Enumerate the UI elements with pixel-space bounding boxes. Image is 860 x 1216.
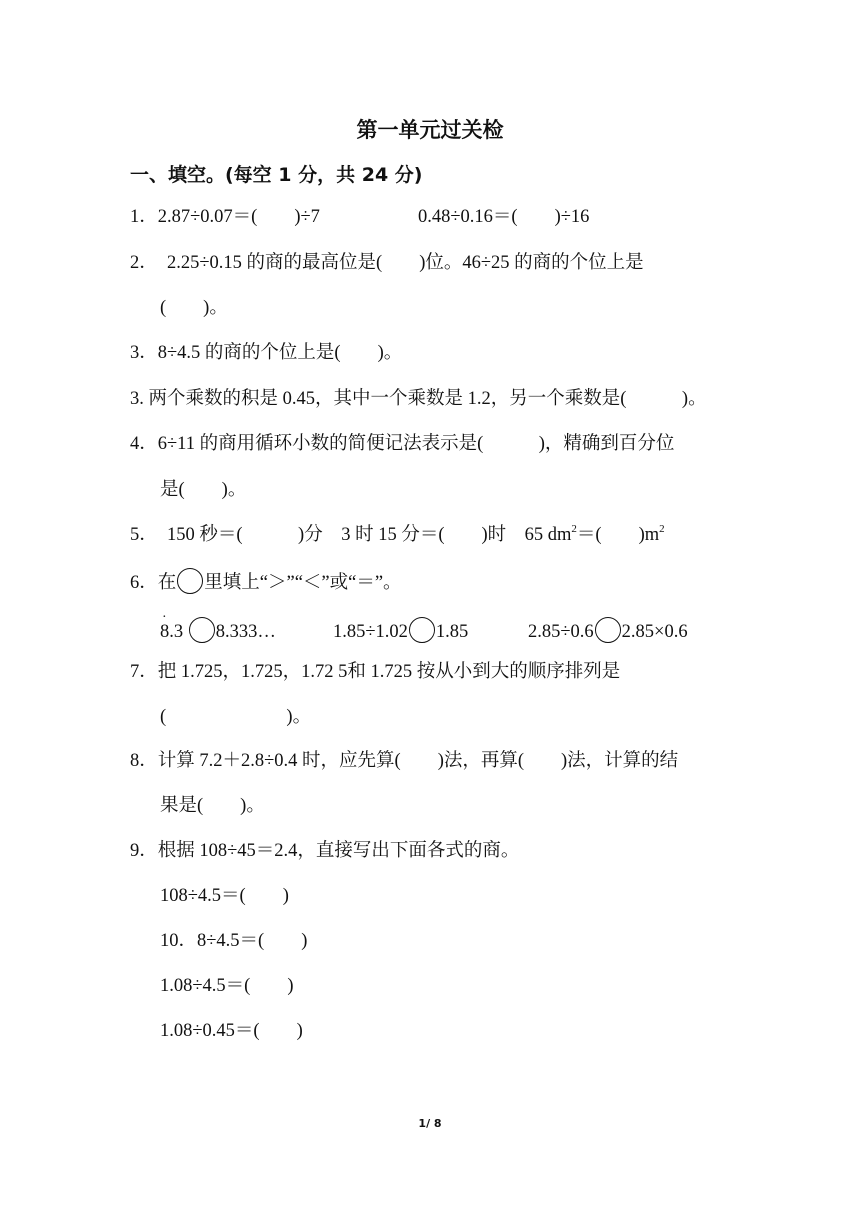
compare-right-3: 2.85×0.6 (621, 622, 688, 642)
question-1a: 1．2.87÷0.07＝( )÷7 (130, 207, 320, 227)
answer-circle[interactable] (189, 617, 215, 643)
question-8: 8．计算 7.2＋2.8÷0.4 时，应先算( )法，再算( )法，计算的结 (130, 751, 679, 771)
answer-circle[interactable] (595, 617, 621, 643)
section-heading: 一、填空。(每空 1 分，共 24 分) (130, 164, 423, 186)
question-5-part1: 5． 150 秒＝( )分 3 时 15 分＝( )时 65 dm (130, 525, 572, 545)
repeating-decimal: · 8.3 (160, 620, 183, 644)
answer-circle[interactable] (177, 568, 203, 594)
compare-item-2 (333, 617, 468, 644)
question-6-lead: 6．在 (130, 573, 177, 593)
question-5 (130, 523, 665, 547)
question-3-alt: 3. 两个乘数的积是 0.45，其中一个乘数是 1.2，另一个乘数是( )。 (130, 389, 707, 409)
question-1b: 0.48÷0.16＝( )÷16 (418, 207, 590, 227)
question-9b: 10．8÷4.5＝( ) (160, 931, 308, 951)
question-4-cont: 是( )。 (160, 480, 247, 500)
compare-item-1 (160, 617, 276, 644)
question-9: 9．根据 108÷45＝2.4，直接写出下面各式的商。 (130, 841, 520, 861)
answer-circle[interactable] (409, 617, 435, 643)
question-3: 3．8÷4.5 的商的个位上是( )。 (130, 343, 403, 363)
question-9d: 1.08÷0.45＝( ) (160, 1021, 303, 1041)
question-8-cont: 果是( )。 (160, 796, 265, 816)
question-7: 7．把 1.725，1.725，1.72 5和 1.725 按从小到大的顺序排列是 (130, 662, 621, 682)
question-6 (130, 568, 402, 595)
compare-right-1: 8.333… (215, 622, 276, 642)
compare-left-3: 2.85÷0.6 (528, 622, 594, 642)
question-9c: 1.08÷4.5＝( ) (160, 976, 294, 996)
compare-item-3 (528, 617, 688, 644)
question-5-part2: ＝( )m (576, 525, 660, 545)
compare-right-2: 1.85 (435, 622, 469, 642)
question-6-rest: 里填上“＞”“＜”或“＝”。 (204, 573, 402, 593)
superscript-2: 2 (659, 523, 665, 535)
compare-left-2: 1.85÷1.02 (333, 622, 408, 642)
question-2: 2． 2.25÷0.15 的商的最高位是( )位。46÷25 的商的个位上是 (130, 253, 644, 273)
page-title: 第一单元过关检 (356, 118, 504, 142)
question-4: 4．6÷11 的商用循环小数的简便记法表示是( )，精确到百分位 (130, 434, 675, 454)
question-2-cont: ( )。 (160, 298, 228, 318)
question-9a: 108÷4.5＝( ) (160, 886, 289, 906)
page-number: 1/ 8 (418, 1117, 442, 1130)
superscript-2: 2 (571, 523, 577, 535)
question-7-cont: ( )。 (160, 707, 312, 727)
